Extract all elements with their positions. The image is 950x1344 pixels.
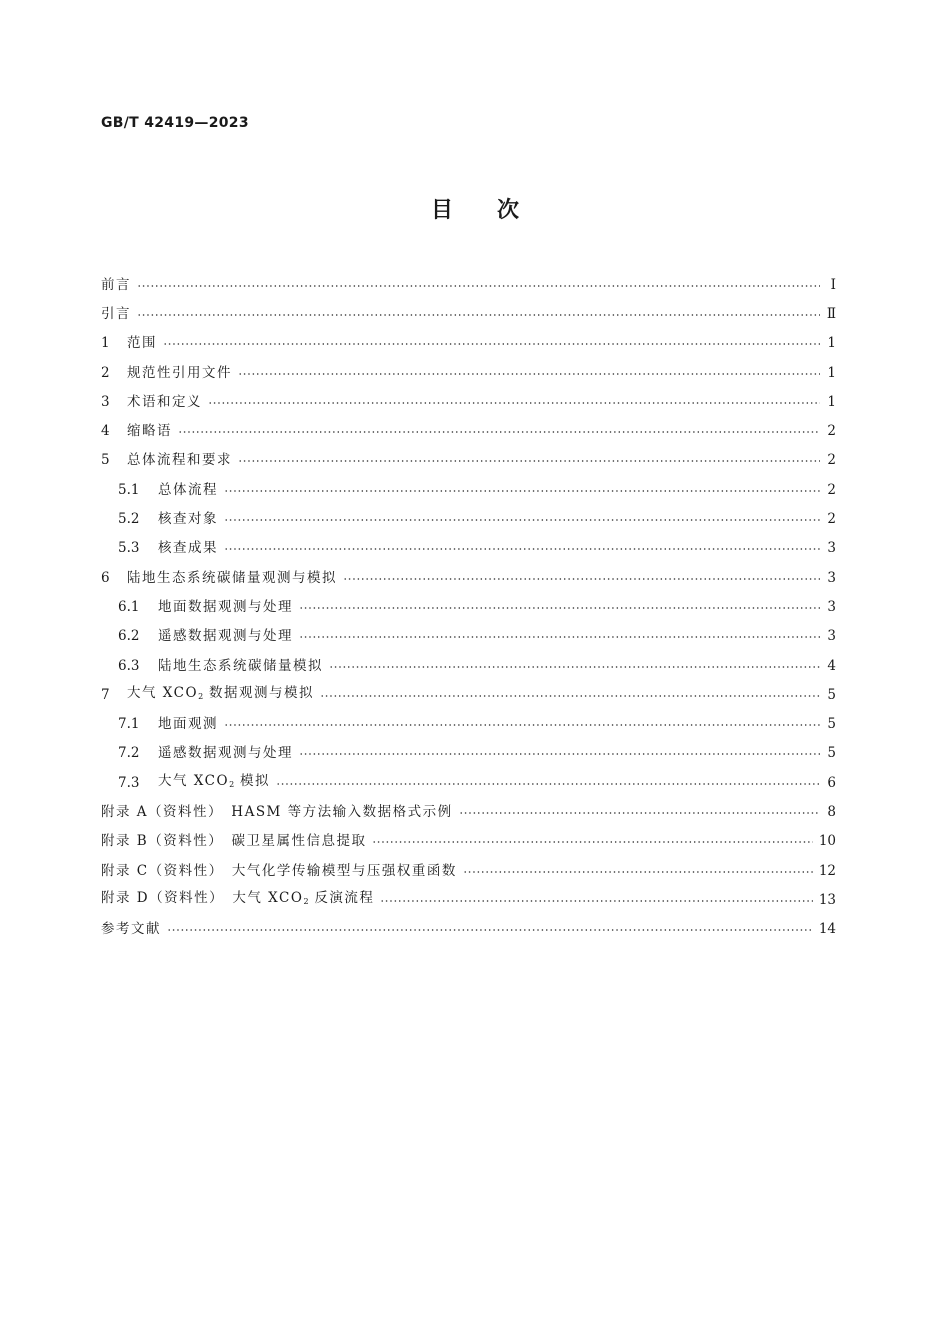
toc-entry-title <box>127 684 314 706</box>
toc-entry-page-number: 2 <box>827 481 836 498</box>
toc-entry-title-text: 前言 <box>101 276 131 293</box>
toc-entry-page-number: 2 <box>827 511 836 528</box>
toc-entry-page-number: 3 <box>827 628 836 645</box>
toc-entry-number: 5 <box>101 452 110 469</box>
toc-entry-title <box>127 422 172 440</box>
toc-entry[interactable] <box>101 475 836 504</box>
toc-entry-page-number: 6 <box>827 774 836 791</box>
toc-entry-title <box>127 451 232 469</box>
toc-entry-page-number: 1 <box>827 364 836 381</box>
toc-entry-number: 6.2 <box>118 628 140 645</box>
dot-leader <box>208 402 820 404</box>
toc-entry-page-number: 4 <box>827 657 836 674</box>
toc-entry[interactable] <box>101 915 836 944</box>
toc-entry-title <box>158 772 270 794</box>
toc-entry-title-text: 附录 B（资料性） 碳卫星属性信息提取 <box>101 833 367 850</box>
toc-entry-title-suffix: 模拟 <box>234 772 270 789</box>
toc-entry-title <box>127 393 202 411</box>
dot-leader <box>224 519 820 521</box>
toc-entry-number: 3 <box>101 393 110 410</box>
toc-entry-title <box>101 862 457 880</box>
dot-leader <box>463 871 813 873</box>
toc-entry-page-number: 8 <box>827 803 836 820</box>
toc-entry[interactable] <box>101 827 836 856</box>
dot-leader <box>372 841 812 843</box>
toc-entry-title-subscript: 2 <box>303 896 309 906</box>
toc-entry-page-number: 3 <box>827 569 836 586</box>
toc-entry-title-text: 地面数据观测与处理 <box>158 598 293 615</box>
toc-entry-title-text: 总体流程和要求 <box>127 452 232 469</box>
toc-entry-page-number: 3 <box>827 540 836 557</box>
toc-entry-title <box>101 889 374 911</box>
standard-number: GB/T 42419—2023 <box>101 115 249 131</box>
toc-entry-title-text: 核查成果 <box>158 540 218 557</box>
toc-entry-number: 6.3 <box>118 657 140 674</box>
toc-entry-title-text: 附录 A（资料性） HASM 等方法输入数据格式示例 <box>101 803 453 820</box>
dot-leader <box>276 783 820 785</box>
toc-entry-title <box>101 305 131 323</box>
toc-entry-title-text: 遥感数据观测与处理 <box>158 628 293 645</box>
dot-leader <box>178 431 820 433</box>
toc-entry-title-suffix: 反演流程 <box>308 889 375 906</box>
toc-entry-title <box>158 510 218 528</box>
toc-entry-title-text: 术语和定义 <box>127 393 202 410</box>
toc-entry-page-number: Ⅰ <box>830 276 836 293</box>
toc-entry[interactable] <box>101 768 836 797</box>
dot-leader <box>299 636 820 638</box>
dot-leader <box>238 373 820 375</box>
toc-entry-page-number: 13 <box>818 891 836 908</box>
toc-entry-page-number: 12 <box>818 862 836 879</box>
toc-entry[interactable] <box>101 709 836 738</box>
toc-entry-title-text: 遥感数据观测与处理 <box>158 745 293 762</box>
dot-leader <box>343 578 820 580</box>
toc-entry-page-number: 5 <box>827 745 836 762</box>
toc-entry-title-text: 规范性引用文件 <box>127 364 232 381</box>
dot-leader <box>224 490 820 492</box>
dot-leader <box>167 929 813 931</box>
toc-entry-title-text: 引言 <box>101 305 131 322</box>
toc-entry-number: 7 <box>101 686 110 703</box>
toc-entry[interactable] <box>101 534 836 563</box>
toc-entry-title <box>101 920 161 938</box>
toc-entry-number: 6 <box>101 569 110 586</box>
toc-entry-title <box>101 832 366 850</box>
toc-entry-title-text: 缩略语 <box>127 423 172 440</box>
toc-entry[interactable] <box>101 387 836 416</box>
toc-entry[interactable] <box>101 329 836 358</box>
toc-entry-page-number: 2 <box>827 423 836 440</box>
toc-entry[interactable] <box>101 739 836 768</box>
toc-entry-page-number: 5 <box>827 716 836 733</box>
toc-entry-title-subscript: 2 <box>198 691 204 701</box>
table-of-contents <box>101 270 836 944</box>
toc-entry-number: 7.1 <box>118 716 140 733</box>
toc-entry-title <box>158 715 218 733</box>
dot-leader <box>224 724 820 726</box>
toc-entry-title-text: 核查对象 <box>158 511 218 528</box>
toc-entry[interactable] <box>101 416 836 445</box>
dot-leader <box>380 900 812 902</box>
toc-entry-title-text: 附录 C（资料性） 大气化学传输模型与压强权重函数 <box>101 862 457 879</box>
toc-entry[interactable] <box>101 592 836 621</box>
toc-entry-number: 7.2 <box>118 745 140 762</box>
dot-leader <box>299 753 820 755</box>
toc-entry-number: 5.2 <box>118 511 140 528</box>
toc-entry-title-text: 大气 XCO <box>158 772 230 789</box>
dot-leader <box>238 460 820 462</box>
toc-entry[interactable] <box>101 563 836 592</box>
page-title: 目 次 <box>430 198 519 223</box>
toc-entry-title <box>101 276 131 294</box>
toc-entry-page-number: 2 <box>827 452 836 469</box>
toc-entry[interactable] <box>101 270 836 299</box>
toc-entry-title-suffix: 数据观测与模拟 <box>203 684 314 701</box>
toc-entry-title-text: 陆地生态系统碳储量观测与模拟 <box>127 569 337 586</box>
toc-entry-number: 6.1 <box>118 598 140 615</box>
toc-entry[interactable] <box>101 504 836 533</box>
toc-entry-number: 4 <box>101 423 110 440</box>
toc-entry-title <box>101 803 453 821</box>
toc-entry[interactable] <box>101 885 836 914</box>
toc-entry[interactable] <box>101 358 836 387</box>
toc-entry-number: 1 <box>101 335 110 352</box>
toc-entry-title-text: 参考文献 <box>101 921 161 938</box>
toc-entry-page-number: 14 <box>818 921 836 938</box>
toc-entry-title-text: 大气 XCO <box>127 684 199 701</box>
toc-entry-page-number: 3 <box>827 598 836 615</box>
toc-entry-title-text: 陆地生态系统碳储量模拟 <box>158 657 323 674</box>
toc-entry-number: 2 <box>101 364 110 381</box>
toc-entry-page-number: 5 <box>827 686 836 703</box>
toc-entry[interactable] <box>101 651 836 680</box>
toc-entry[interactable] <box>101 622 836 651</box>
toc-entry-number: 7.3 <box>118 774 140 791</box>
toc-entry-title <box>127 569 337 587</box>
dot-leader <box>329 666 820 668</box>
toc-entry-title <box>158 627 293 645</box>
toc-entry[interactable] <box>101 797 836 826</box>
dot-leader <box>320 695 820 697</box>
toc-entry-title <box>127 334 157 352</box>
dot-leader <box>137 314 820 316</box>
toc-entry-page-number: Ⅱ <box>826 305 836 322</box>
dot-leader <box>459 812 820 814</box>
toc-entry-title <box>158 657 323 675</box>
toc-entry-page-number: 1 <box>827 393 836 410</box>
toc-entry-title <box>158 539 218 557</box>
toc-entry-page-number: 10 <box>818 833 836 850</box>
toc-entry-title-text: 总体流程 <box>158 481 218 498</box>
toc-entry-number: 5.3 <box>118 540 140 557</box>
toc-entry-title <box>158 744 293 762</box>
toc-entry[interactable] <box>101 680 836 709</box>
toc-entry[interactable] <box>101 856 836 885</box>
toc-entry-title-subscript: 2 <box>229 779 235 789</box>
toc-entry-page-number: 1 <box>827 335 836 352</box>
toc-entry-title <box>158 481 218 499</box>
toc-entry[interactable] <box>101 299 836 328</box>
toc-entry-title <box>127 364 232 382</box>
dot-leader <box>299 607 820 609</box>
toc-entry-title-text: 范围 <box>127 335 157 352</box>
toc-entry-number: 5.1 <box>118 481 140 498</box>
toc-entry-title <box>158 598 293 616</box>
dot-leader <box>224 548 820 550</box>
toc-entry-title-text: 地面观测 <box>158 716 218 733</box>
toc-entry-title-text: 附录 D（资料性） 大气 XCO <box>101 889 304 906</box>
toc-entry[interactable] <box>101 446 836 475</box>
dot-leader <box>163 343 820 345</box>
dot-leader <box>137 285 820 287</box>
